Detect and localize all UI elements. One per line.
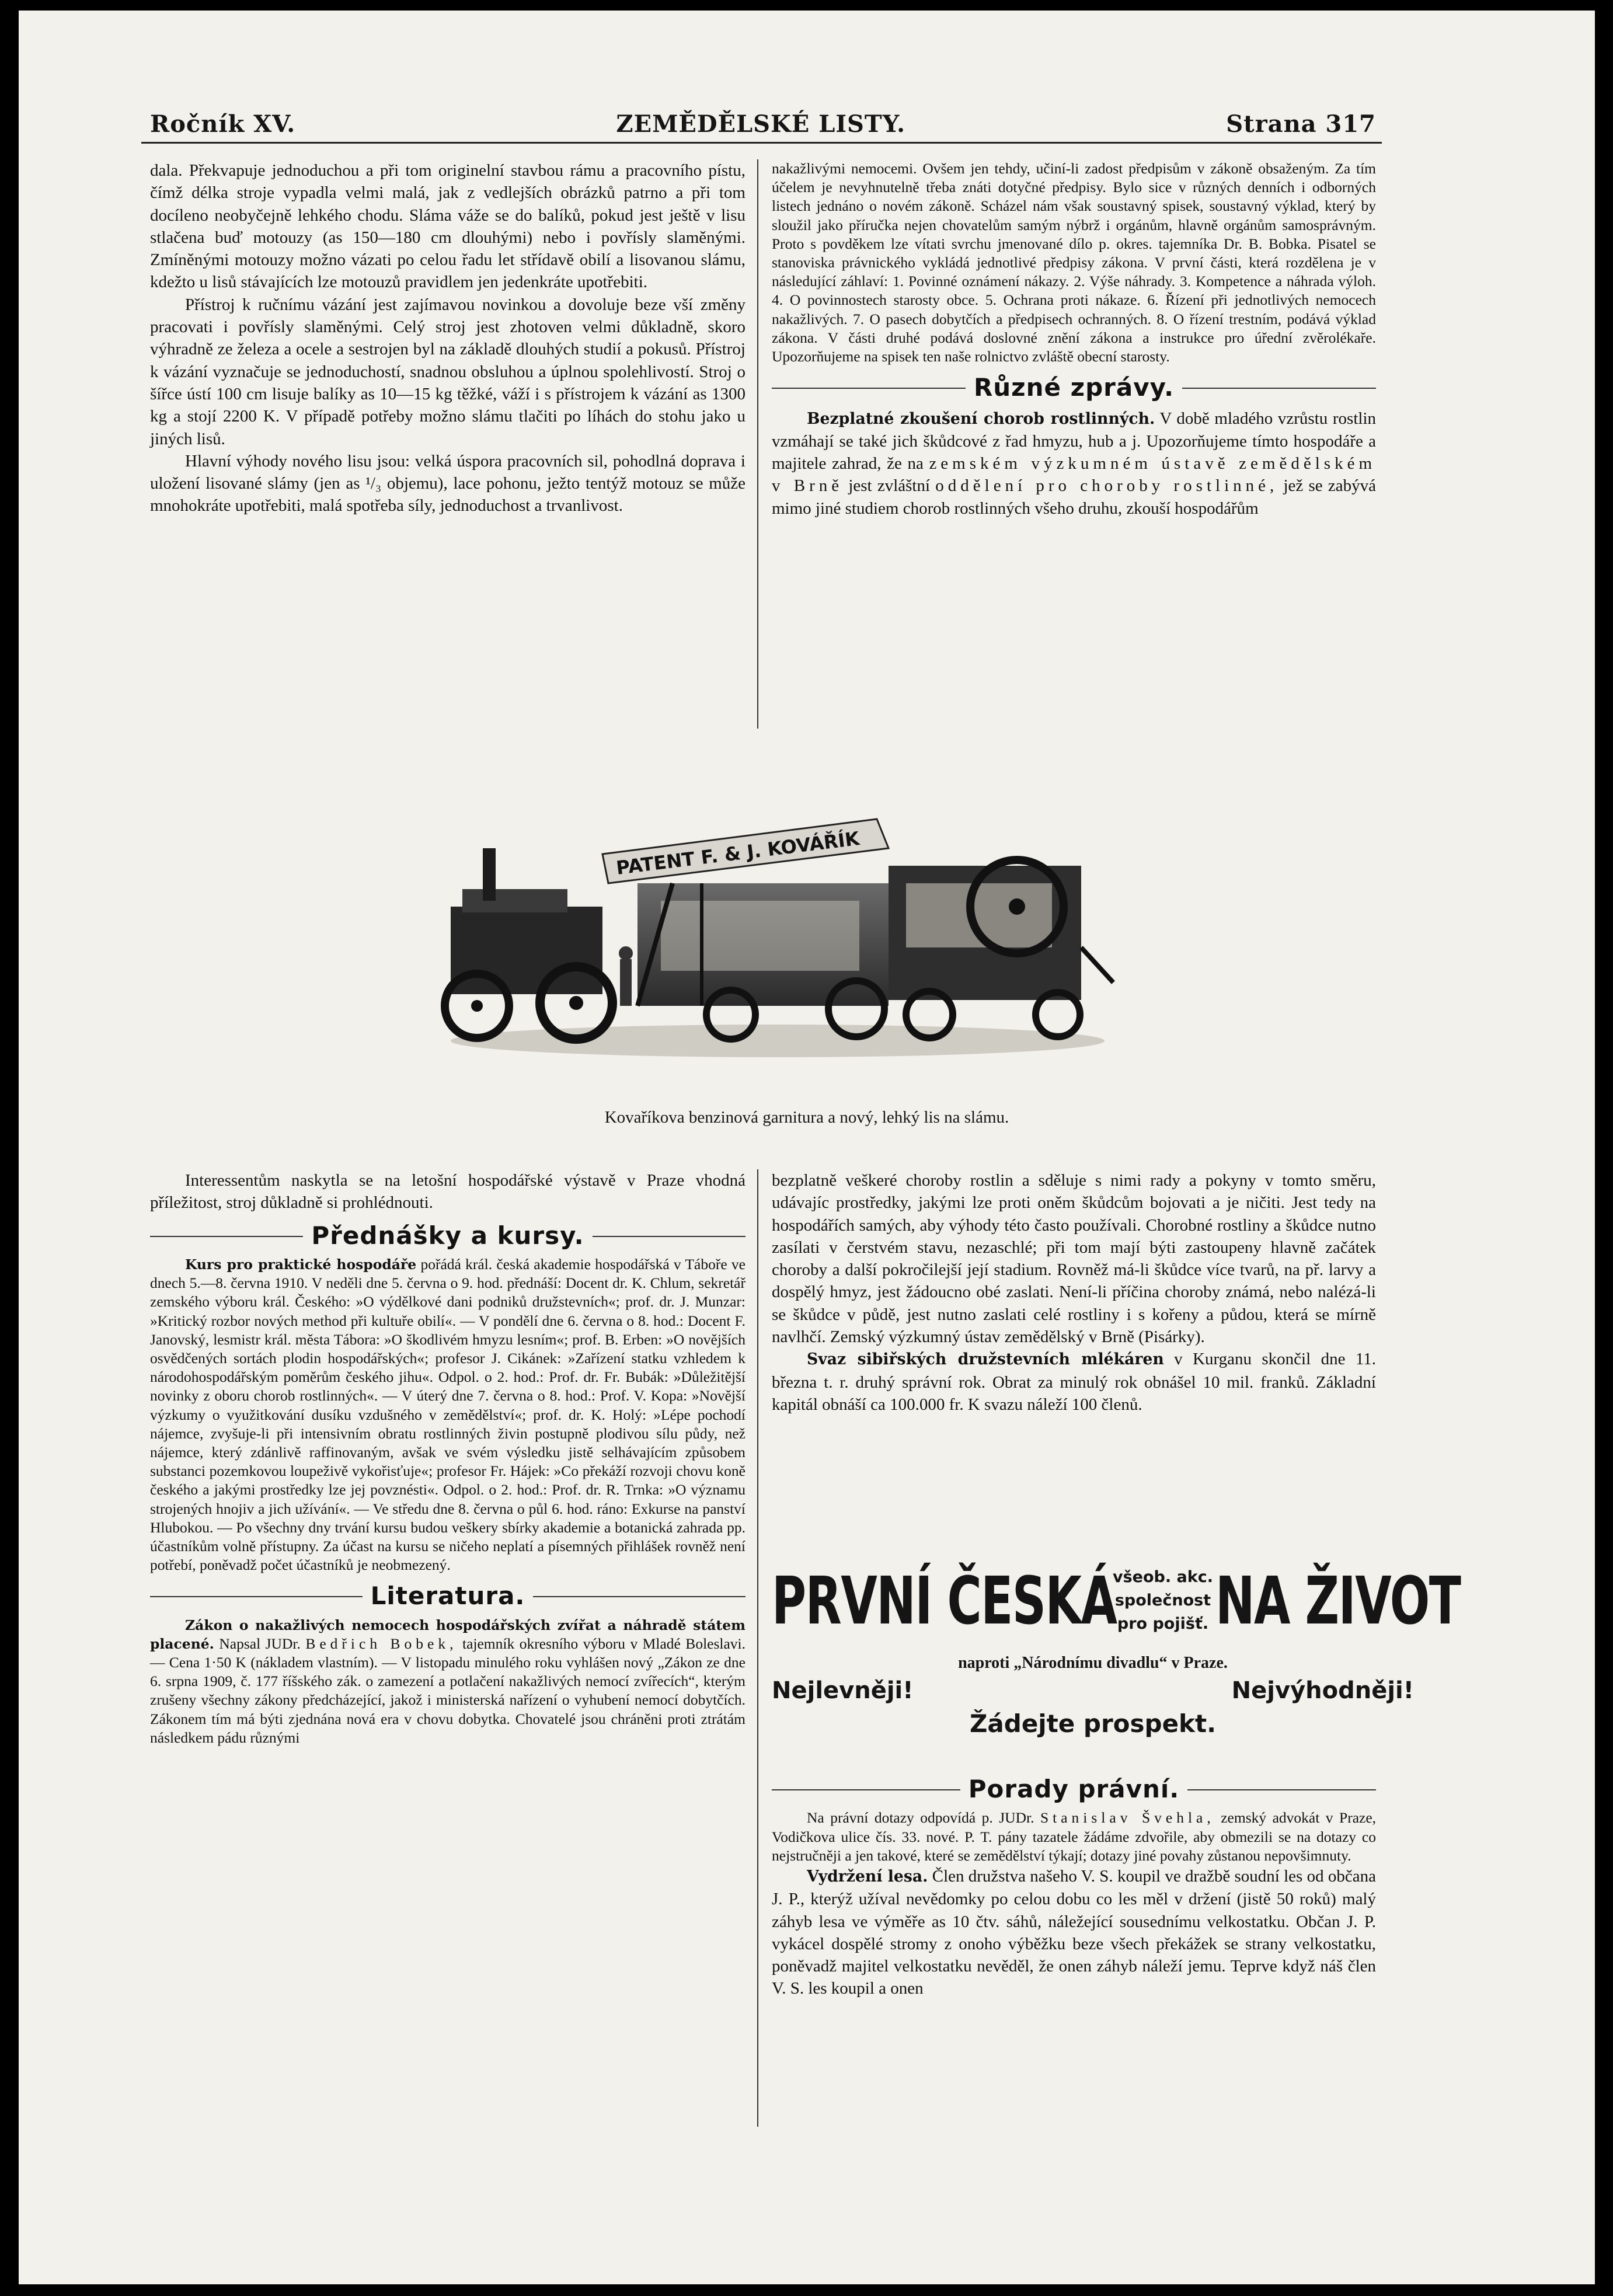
bottom-left-column [150, 1169, 745, 1747]
svaz-title: Svaz sibiřských družstevních mlékáren [807, 1350, 1164, 1369]
lit-text: tajemník okresního výboru v Mladé Boleslavi. — Cena 1·50 K (nákladem vlastním). — V listopadu minulého roku vyhlášen nový „Zákon ze dne 6. srpna 1909, č. 177 říšského zák. o zamezení a potlačení nakažlivých nemocí zvířecích“, kterým zrušeny všechny zákony předcházející, jakož i ministerská nařízení o vyhubení nemocí dobytčích. Zákonem tím má býti zjednána nová era v chovu dobytka. Chovatelé jsou chráněni proti ztrátám následkem pádu různými [150, 1635, 746, 1746]
spaced-text: oddělení pro choroby rostlinné, [935, 476, 1278, 496]
spaced-text: Stanislav Švehla, [1040, 1809, 1215, 1827]
kurs-title: Kurs pro praktické hospodáře [185, 1256, 417, 1273]
bottom-right-column [772, 1169, 1376, 1416]
lead-text: V době mladého vzrůstu rostlin vzmáhají se také jich škůdcové z řad hmyzu, hub a j. Upozorňujeme tímto hospodáře a majitele zahrad, že na [772, 409, 1377, 473]
lead-bold: Bezplatné zkoušení chorob rostlinných. [807, 409, 1155, 428]
ad-title-right: NA ŽIVOT [1215, 1563, 1461, 1639]
paragraph [772, 1348, 1376, 1416]
ad-title-left: PRVNÍ ČESKÁ [772, 1563, 1117, 1639]
lit-text: Napsal JUDr. [219, 1635, 301, 1652]
ad-company-2: společnost [1114, 1591, 1211, 1609]
svaz-text: v Kurganu skončil dne 11. března t. r. druhý správní rok. Obrat za minulý rok obnášel 10 mil. franků. Základní kapitál obnáší ca 100.000 fr. K svazu náleží 100 členů. [772, 1350, 1376, 1414]
paragraph: Přístroj k ručnímu vázání jest zajímavou novinkou a dovoluje beze vší změny pracovati i povřísly slaměnými. Celý stroj jest zhotoven velmi důkladně, skoro výhradně ze železa a ocele a sestrojen byl na základě dlouhých studií a pokusů. Přístroj k vázání vyznačuje se jednoduchostí, snadnou obsluhou a úplnou spolehlivostí. Stroj o šířce ústí 100 cm lisuje balíky as 10—15 kg těžké, váží i s přístrojem k vázání as 1300 kg a stojí 2200 K. V případě potřeby možno slámu tlačiti po líhách do stohu jako u jiných lisů. [150, 295, 745, 448]
paragraph [150, 1616, 745, 1747]
section-heading-ruzne: Různé zprávy. [772, 377, 1376, 399]
ad-slogan-left: Nejlevněji! [772, 1677, 914, 1704]
spaced-text: Bedřich Bobek, [305, 1635, 458, 1652]
machine-sign: PATENT F. & J. KOVÁŘÍK [615, 827, 861, 879]
threshing-machine-illustration [427, 784, 1116, 1076]
paragraph: nakažlivými nemocemi. Ovšem jen tehdy, učiní-li zadost předpisům v zákoně obsaženým. Za tím účelem je nevyhnutelně třeba znáti dotyčné předpisy. Bylo sice v různých denních i odborných listech jednáno o novém zákoně. Scházel nám však soustavný spisek, soustavný výklad, který by sloužil jako příručka nejen chovatelům samým nýbrž i orgánům, hlavně orgánům samosprávným. Proto s povděkem lze vítati svrchu jmenované dílo p. okres. tajemníka Dr. B. Bobka. Pisatel se stanoviska právnického vykládá jednotlivé předpisy zákona. V první části, která rozdělena je v následující záhlaví: 1. Povinné oznámení nákazy. 2. Výše náhrady. 3. Kompetence a náhrada výloh. 4. O povinnostech starosty obce. 5. Ochrana proti nákaze. 6. Řízení při jednotlivých nemocech nakažlivých. 7. O pasech dobytčích a předpisech ochranných. 8. O řízení trestním, podává výklad zákona. V části druhé podává doslovné znění zákona a instrukce pro úřední zvěrolékaře. Upozorňujeme na spisek ten naše rolnictvo zvláště obecní starosty. [772, 160, 1376, 365]
section-heading-porady: Porady právní. [772, 1778, 1376, 1800]
ad-slogan-right: Nejvýhodněji! [1231, 1677, 1414, 1704]
paragraph: Hlavní výhody nového lisu jsou: velká úspora pracovních sil, pohodlná doprava i uložení lisované slámy (jen as ¹/₃ objemu), lace pohonu, ježto tentýž motouz se může mnohokráte upotřebiti, malá spotřeba síly, jednoduchost a trvanlivost. [150, 451, 745, 515]
newspaper-page [19, 11, 1595, 2284]
ad-company-3: pro pojišť. [1117, 1615, 1209, 1633]
paragraph [150, 1255, 745, 1574]
paragraph [772, 1809, 1376, 1865]
page-header [150, 97, 1376, 138]
figure-caption: Kovaříkova benzinová garnitura a nový, lehký lis na slámu. [604, 1108, 1009, 1127]
lead-text: jest zvláštní [848, 476, 931, 496]
header-rule [141, 142, 1382, 144]
bottom-right-column-cont [772, 1768, 1376, 2000]
paragraph: dala. Překvapuje jednoduchou a při tom originelní stavbou rámu a pracovního pístu, čímž délka stroje vypadla velmi malá, jak z vedlejších obrázků patrno a při tom docíleno neobyčejně lehkého chodu. Sláma váže se do balíků, pokud jest ještě v lisu stlačena buď motouzy (as 150—180 cm dlouhými) nebo i povřísly slaměnými. Zmíněnými motouzy možno vázati po celou řadu let střídavě obilí a lisovanou slámu, kdežto u lisů stávajících lze motouzů pravidlem jen jedenkráte upotřebiti. [150, 161, 745, 292]
kurs-text: pořádá král. česká akademie hospodářská v Táboře ve dnech 5.—8. června 1910. V neděli dne 5. června o 9. hod. přednáší: Docent dr. K. Chlum, sekretář zemského výboru král. Českého: »O výdělkové dani podniků družstevních«; prof. dr. J. Munzar: »Kritický rozbor nových method při kultuře obilí«. — V pondělí dne 6. června o 8. hod.: Docent F. Janovský, lesmistr král. města Tábora: »O škodlivém hmyzu lesním«; prof. B. Erben: »O novějších osvědčených sortách plodin hospodářských«; profesor J. Cikánek: »Zařízení statku vzhledem k národohospodářským poměrům českého jihu«. Odpol. o 2. hod.: Prof. dr. Fr. Bubák: »Důležitější novinky z oboru chorob rostlinných«. — V úterý dne 7. června o 8. hod.: Prof. V. Kopa: »Novější výzkumy o využitkování dusíku vzdušného v zemědělství«; prof. dr. K. Holý: »Lépe pochodí nájemce, zvyšuje-li při intensivním obratu rostlinných živin postupně plodivou sílu půdy, než nájemce, který zdánlivě raffinovaným, avšak ve svém výsledku jistě selhávajícím způsobem substanci pozemkovou loupeživě vykořisťuje«; profesor Fr. Hájek: »Co překáží rozvoji chovu koně českého a jakými prostředky lze jej povznésti«. Odpol. o 2. hod.: Prof. dr. R. Trnka: »O významu strojených hnojiv a jich užívání«. — Ve středu dne 8. června o půl 6. hod. ráno: Exkurse na panství Hlubokou. — Po všechny dny trvání kursu budou veškery sbírky akademie a botanická zahrada pp. účastníkům volně přístupny. Za účast na kursu se ničeho neplatí a písemných přihlášek rovněž není potřebí, poněvadž počet účastníků je neobmezený. [150, 1255, 745, 1574]
porady-text: Na právní dotazy odpovídá p. JUDr. [807, 1809, 1034, 1827]
lead-text: jež se zabývá mimo jiné studiem chorob rostlinných všeho druhu, zkouší hospodářům [772, 476, 1377, 518]
paragraph [772, 407, 1376, 520]
paragraph [772, 1865, 1376, 2000]
ad-company-1: všeob. akc. [1113, 1568, 1213, 1586]
top-left-column [150, 159, 745, 517]
ad-prospekt: Žádejte prospekt. [969, 1709, 1217, 1738]
les-text: Člen družstva našeho V. S. koupil ve dražbě soudní les od občana J. P., kterýž užíval nevědomky po celou dobu co les měl v držení (jistě 50 roků) malý záhyb lesa ve výměře as 10 čtv. sáhů, náležející sousednímu velkostatku. Občan J. P. vykácel dospělé stromy z onoho výběžku beze všech překážek se strany velkostatku, poněvadž majitel velkostatku nevěděl, že onen záhyb náleží jemu. Teprve když náš člen V. S. les koupil a onen [772, 1866, 1376, 1998]
paragraph: Interessentům naskytla se na letošní hospodářské výstavě v Praze vhodná příležitost, stroj důkladně si prohlédnouti. [150, 1171, 745, 1213]
column-divider [757, 1169, 758, 2127]
volume-number: Ročník XV. [150, 110, 296, 138]
top-right-column [772, 159, 1376, 520]
ad-address: naproti „Národnímu divadlu“ v Praze. [958, 1654, 1228, 1672]
les-title: Vydržení lesa. [807, 1867, 928, 1886]
section-heading-prednasky: Přednášky a kursy. [150, 1225, 745, 1247]
lit-title: Zákon o nakažlivých nemocech hospodářských zvířat a náhradě státem placené. [150, 1616, 745, 1652]
page-number: Strana 317 [1226, 110, 1376, 138]
paragraph: bezplatně veškeré choroby rostlin a sděluje s nimi rady a pokyny v tomto směru, udávajíc prostředky, jakými lze proti oněm škůdcům bojovati a je ničiti. Jest tedy na hospodářích samých, aby výhody této často používali. Chorobné rostliny a škůdce nutno zasílati v čerstvém stavu, nezaschlé; při tom mají býti zastoupeny hlavně začátek choroby a další pokročilejší její stadium. Rovněž má-li škůdce více tvarů, na př. larvy a dospělý hmyz, jest žádoucno obé zaslati. Není-li příčina choroby známá, nebo nalézá-li se škůdce v půdě, jest nutno zaslati celé rostliny i s kořeny a půdou, která se mírně navlhčí. Zemský výzkumný ústav zemědělský v Brně (Pisárky). [772, 1171, 1376, 1347]
porady-text: zemský advokát v Praze, Vodičkova ulice čís. 33. nové. P. T. pány tazatele žádáme zdvořile, aby obmezili se na dotazy co nejstručněji a jen takové, které se zemědělství týkají; dotazy jiné povahy zůstanou nepovšimnuty. [772, 1809, 1377, 1864]
insurance-advertisement [772, 1563, 1461, 1756]
column-divider [757, 159, 758, 729]
journal-title: ZEMĚDĚLSKÉ LISTY. [616, 110, 906, 138]
machine-drawing [427, 784, 1116, 1076]
section-heading-literatura: Literatura. [150, 1585, 745, 1607]
spaced-text: zemském výzkumném ústavě zemědělském v Brně [772, 454, 1376, 496]
